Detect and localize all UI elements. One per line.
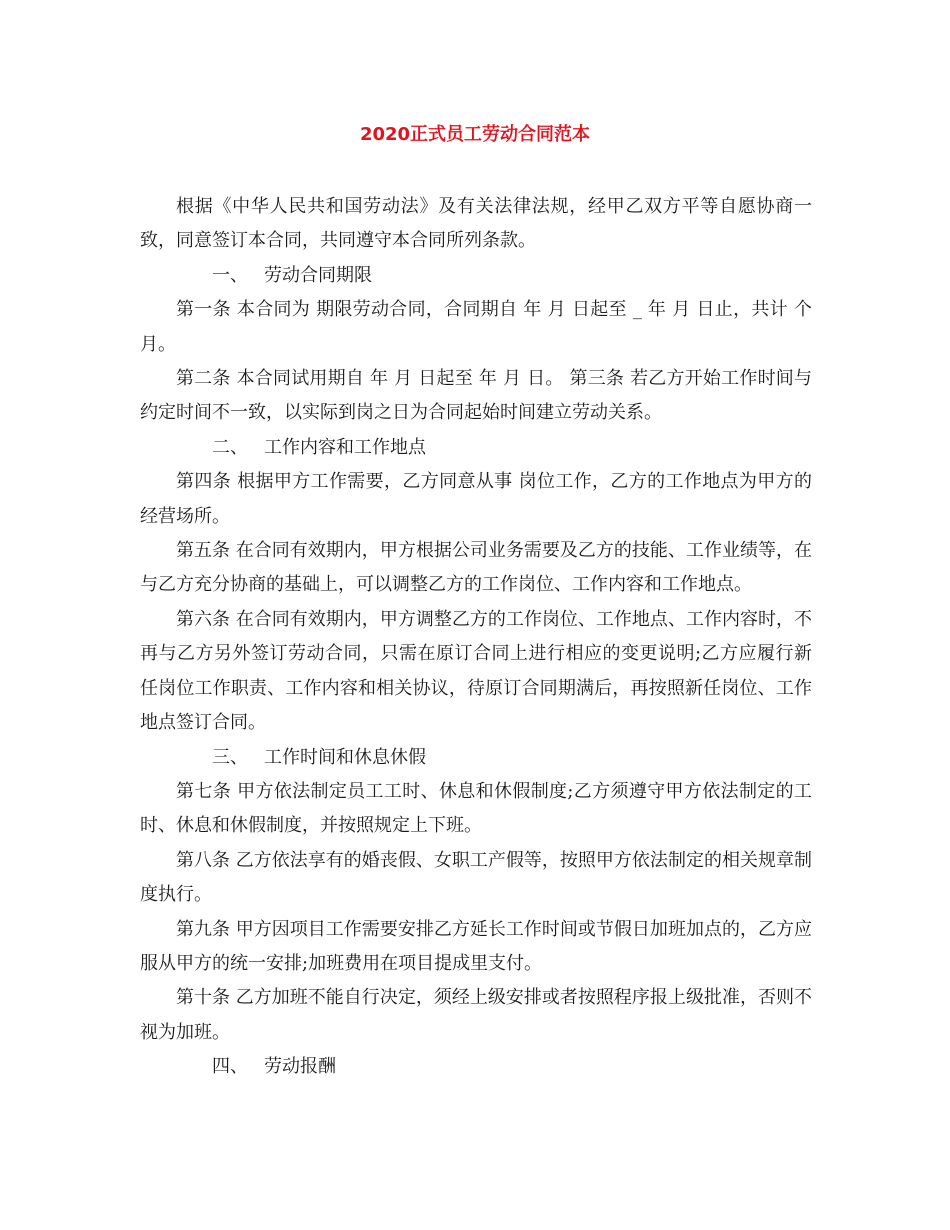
- article-7: 第七条 甲方依法制定员工工时、休息和休假制度;乙方须遵守甲方依法制定的工时、休息和休假制度，并按照规定上下班。: [140, 780, 812, 837]
- section-heading-3: [140, 741, 812, 775]
- section-number: 四、: [212, 1056, 248, 1078]
- section-heading-1: [140, 259, 812, 293]
- section-number: 二、: [212, 436, 248, 458]
- article-4: 第四条 根据甲方工作需要，乙方同意从事 岗位工作，乙方的工作地点为甲方的经营场所。: [140, 471, 812, 527]
- document-title: 2020正式员工劳动合同范本: [359, 124, 591, 145]
- section-heading-label: 工作内容和工作地点: [264, 436, 426, 458]
- document-body: [140, 190, 812, 1085]
- article-8: 第八条 乙方依法享有的婚丧假、女职工产假等，按照甲方依法制定的相关规章制度执行。: [140, 849, 812, 906]
- section-number: 一、: [212, 264, 248, 286]
- intro-paragraph: 根据《中华人民共和国劳动法》及有关法律法规，经甲乙双方平等自愿协商一致，同意签订本合同，共同遵守本合同所列条款。: [140, 196, 812, 252]
- section-heading-4: [140, 1050, 812, 1084]
- section-number: 三、: [212, 746, 248, 768]
- section-heading-label: 劳动合同期限: [264, 264, 372, 286]
- section-heading-label: 劳动报酬: [264, 1056, 336, 1078]
- article-6: 第六条 在合同有效期内，甲方调整乙方的工作岗位、工作地点、工作内容时，不再与乙方另外签订劳动合同，只需在原订合同上进行相应的变更说明;乙方应履行新任岗位工作职责、工作内容和相关协议，待原订合同期满后，再按照新任岗位、工作地点签订合同。: [140, 608, 812, 734]
- article-9: 第九条 甲方因项目工作需要安排乙方延长工作时间或节假日加班加点的，乙方应服从甲方的统一安排;加班费用在项目提成里支付。: [140, 918, 812, 974]
- article-2-3: 第二条 本合同试用期自 年 月 日起至 年 月 日。 第三条 若乙方开始工作时间与约定时间不一致，以实际到岗之日为合同起始时间建立劳动关系。: [140, 368, 812, 424]
- section-heading-label: 工作时间和休息休假: [264, 746, 426, 768]
- article-5: 第五条 在合同有效期内，甲方根据公司业务需要及乙方的技能、工作业绩等，在与乙方充分协商的基础上，可以调整乙方的工作岗位、工作内容和工作地点。: [140, 540, 812, 596]
- article-10: 第十条 乙方加班不能自行决定，须经上级安排或者按照程序报上级批准，否则不视为加班。: [140, 987, 812, 1043]
- section-heading-2: [140, 431, 812, 465]
- article-1: 第一条 本合同为 期限劳动合同，合同期自 年 月 日起至 _ 年 月 日止，共计 个月。: [140, 299, 812, 355]
